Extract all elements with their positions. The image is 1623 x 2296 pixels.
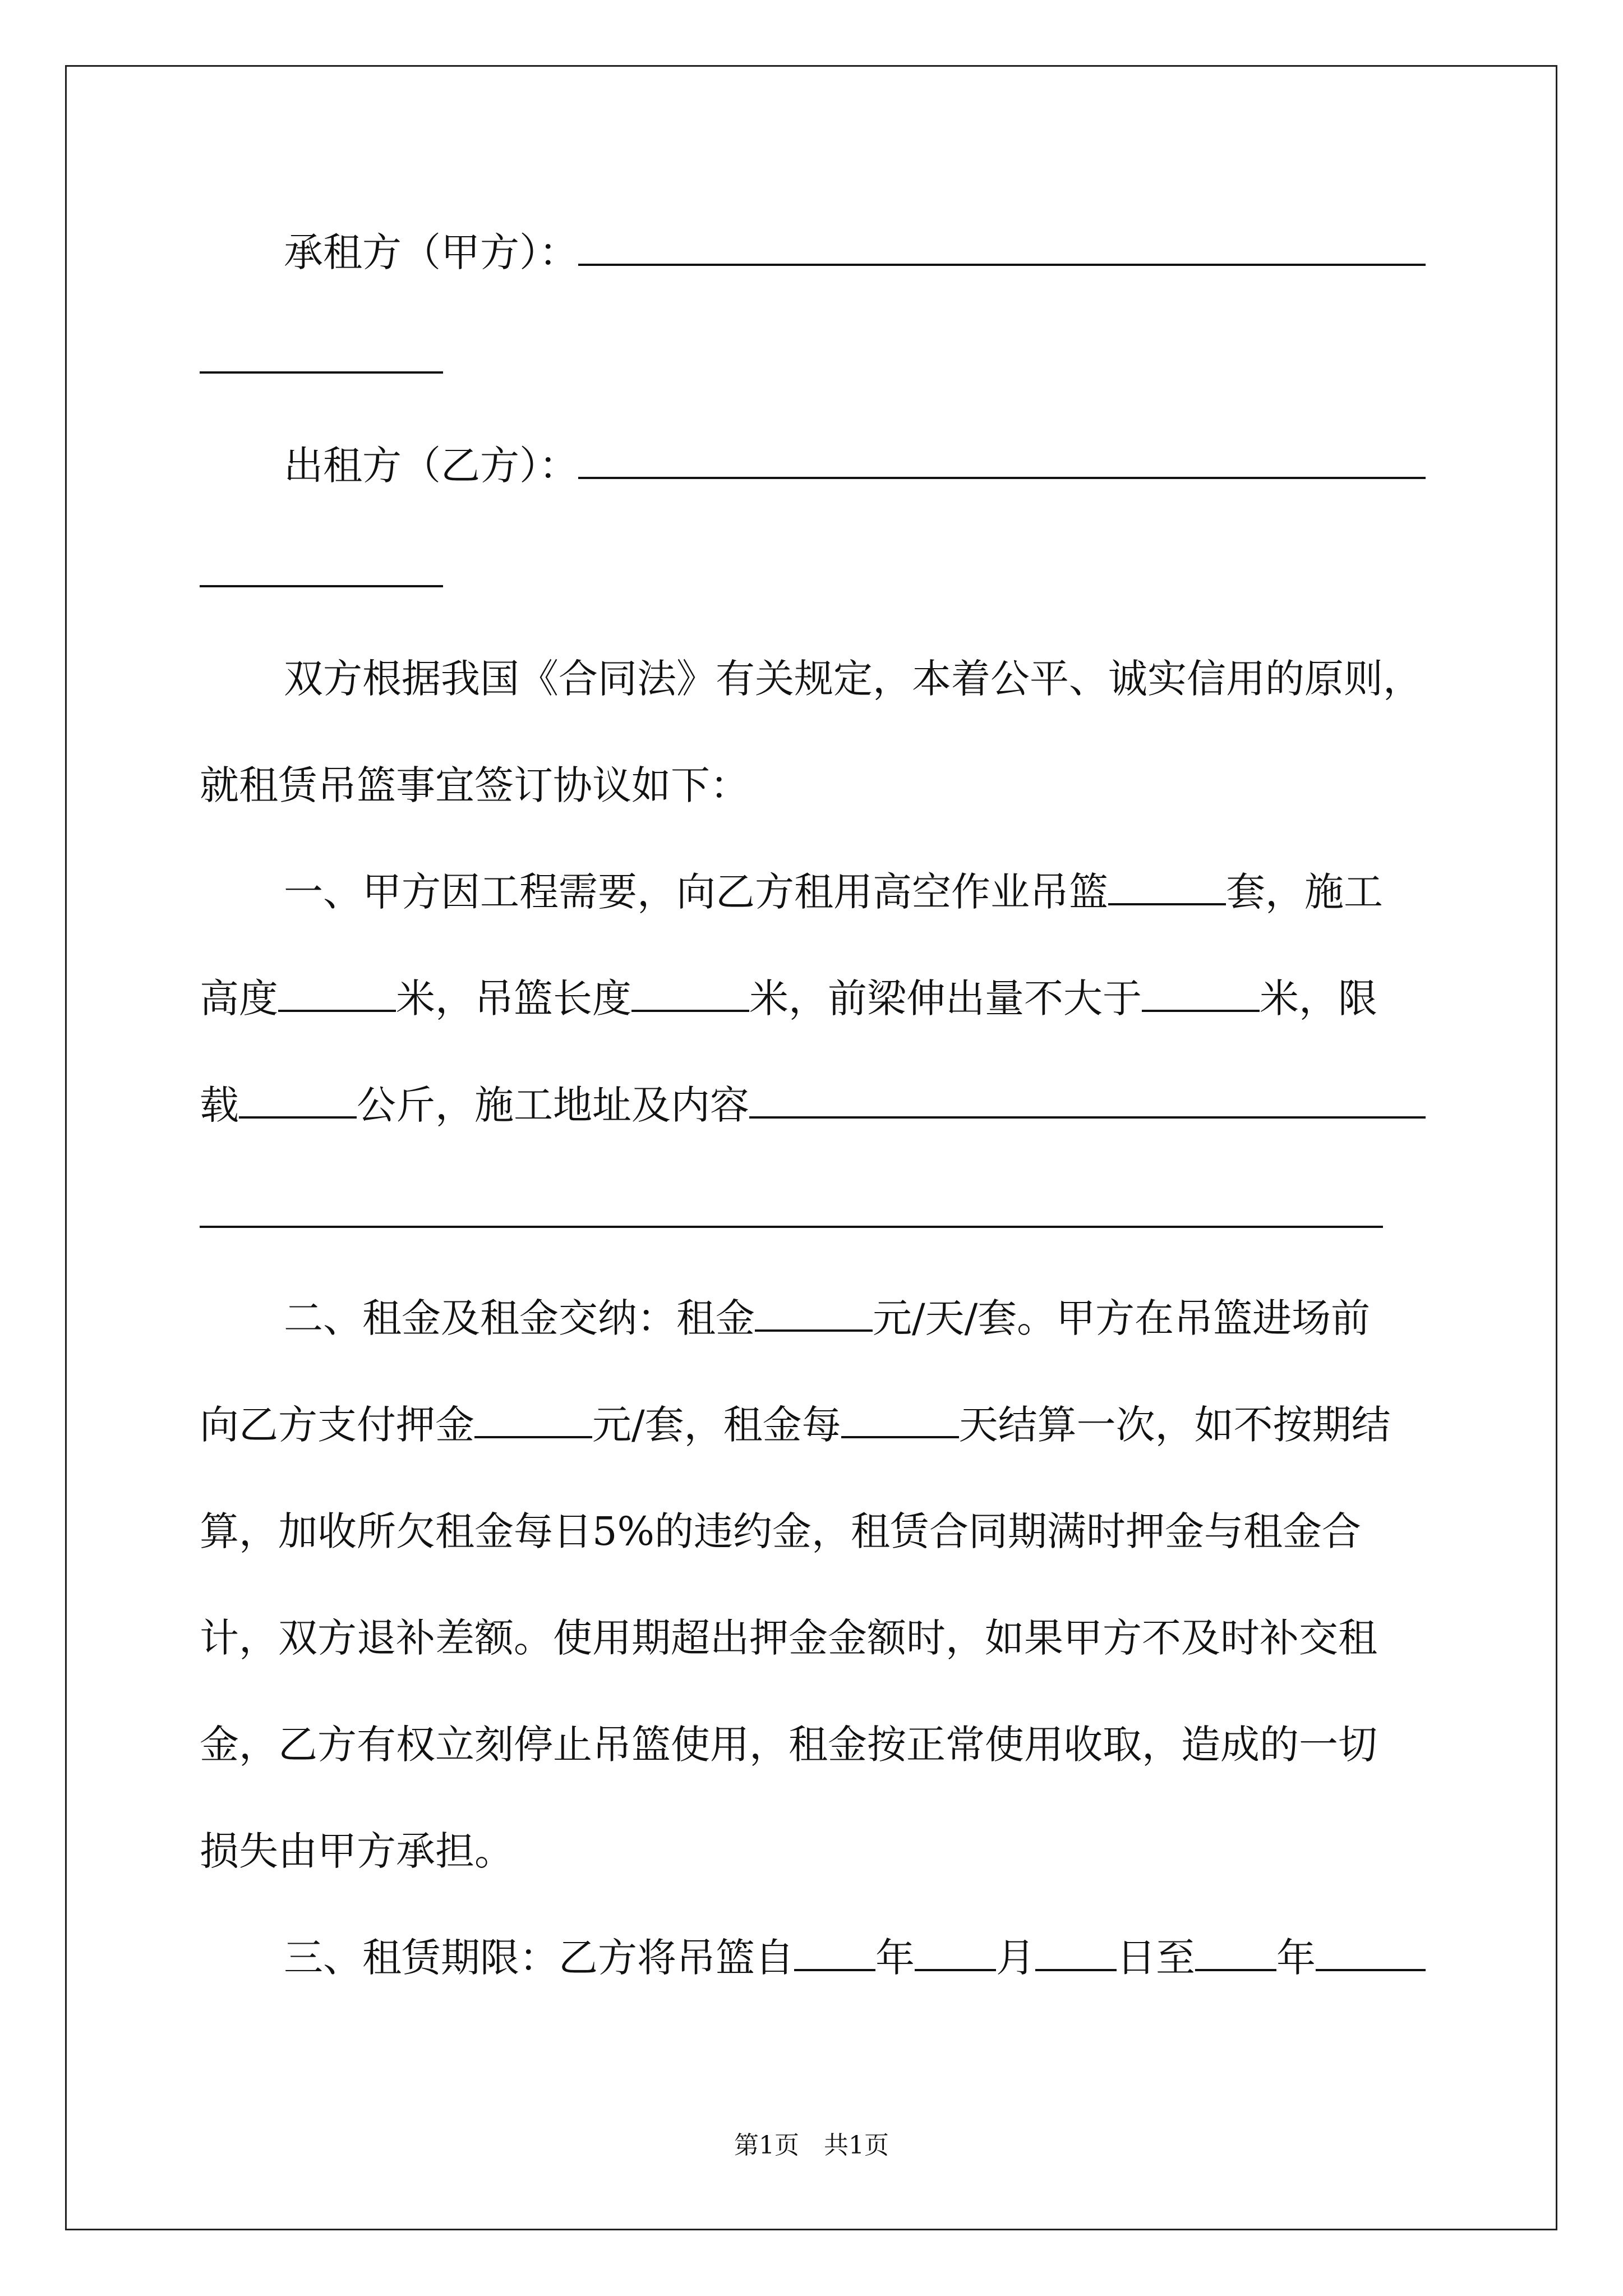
- item3-text: 年: [875, 1935, 915, 1981]
- lessor-label: 出租方（乙方）：: [284, 443, 578, 489]
- item1-text: 米，前梁伸出量不大于: [749, 976, 1142, 1022]
- item2-line-3: [200, 1492, 1426, 1571]
- item1-text: 载: [200, 1082, 239, 1128]
- lessor-line: [200, 426, 1426, 505]
- item2-line-2: [200, 1386, 1426, 1464]
- start-day-blank[interactable]: [1035, 1929, 1117, 1971]
- item1-text: 公斤，施工地址及内容: [357, 1082, 749, 1128]
- item2-text: 二、租金及租金交纳：租金: [284, 1295, 755, 1341]
- preamble-text-2: 就租赁吊篮事宜签订协议如下：: [200, 762, 749, 808]
- item2-text: 元/天/套。甲方在吊篮进场前: [873, 1295, 1371, 1341]
- basket-count-blank[interactable]: [1108, 863, 1226, 905]
- item1-text: 米，限: [1260, 976, 1377, 1022]
- load-limit-blank[interactable]: [239, 1076, 357, 1119]
- lessee-line: [200, 213, 1426, 292]
- lessor-blank[interactable]: [578, 436, 1426, 479]
- item1-line-1: [200, 853, 1426, 931]
- settlement-days-blank[interactable]: [841, 1396, 959, 1438]
- item2-line-5: [200, 1705, 1426, 1784]
- page-number: 第1页 共1页: [734, 2131, 889, 2160]
- item2-text: 向乙方支付押金: [200, 1402, 474, 1448]
- deposit-blank[interactable]: [474, 1396, 592, 1438]
- item1-text: 米，吊篮长度: [396, 976, 631, 1022]
- beam-extension-blank[interactable]: [1142, 969, 1260, 1012]
- basket-length-blank[interactable]: [631, 969, 749, 1012]
- item1-text: 高度: [200, 976, 278, 1022]
- height-blank[interactable]: [278, 969, 396, 1012]
- end-month-blank[interactable]: [1316, 1929, 1426, 1971]
- lessee-label: 承租方（甲方）：: [284, 229, 578, 275]
- preamble-line-1: [200, 639, 1426, 718]
- item2-text: 计，双方退补差额。使用期超出押金金额时，如果甲方不及时补交租: [200, 1615, 1377, 1661]
- item1-text: 套，施工: [1226, 869, 1383, 915]
- rent-blank[interactable]: [755, 1289, 873, 1332]
- site-address-blank[interactable]: [749, 1076, 1426, 1119]
- start-month-blank[interactable]: [915, 1929, 996, 1971]
- item3-text: 日至: [1117, 1935, 1195, 1981]
- item3-text: 三、租赁期限：乙方将吊篮自: [284, 1935, 794, 1981]
- item2-line-4: [200, 1599, 1426, 1677]
- item1-text: 一、甲方因工程需要，向乙方租用高空作业吊篮: [284, 869, 1108, 915]
- item2-line-6: [200, 1812, 1426, 1890]
- preamble-text-1: 双方根据我国《合同法》有关规定，本着公平、诚实信用的原则，: [284, 656, 1422, 702]
- end-year-blank[interactable]: [1195, 1929, 1276, 1971]
- item2-text: 损失由甲方承担。: [200, 1828, 514, 1874]
- item2-text: 天结算一次，如不按期结: [958, 1402, 1391, 1448]
- lessee-blank[interactable]: [578, 223, 1426, 266]
- item2-line-1: [200, 1279, 1426, 1358]
- item1-line-2: [200, 959, 1426, 1038]
- preamble-line-2: [200, 746, 1426, 825]
- item3-line-1: [200, 1918, 1426, 1997]
- item3-text: 年: [1276, 1935, 1316, 1981]
- item2-text: 金，乙方有权立刻停止吊篮使用，租金按正常使用收取，造成的一切: [200, 1722, 1377, 1768]
- item1-line-3: [200, 1066, 1426, 1144]
- site-address-blank-continued[interactable]: [200, 1226, 1383, 1228]
- item3-text: 月: [996, 1935, 1035, 1981]
- lessee-blank-continued[interactable]: [200, 371, 443, 374]
- lessor-blank-continued[interactable]: [200, 585, 443, 587]
- item2-text: 算，加收所欠租金每日5%的违约金，租赁合同期满时押金与租金合: [200, 1508, 1362, 1554]
- page-border: [65, 65, 1557, 2230]
- item2-text: 元/套，租金每: [592, 1402, 841, 1448]
- start-year-blank[interactable]: [794, 1929, 875, 1971]
